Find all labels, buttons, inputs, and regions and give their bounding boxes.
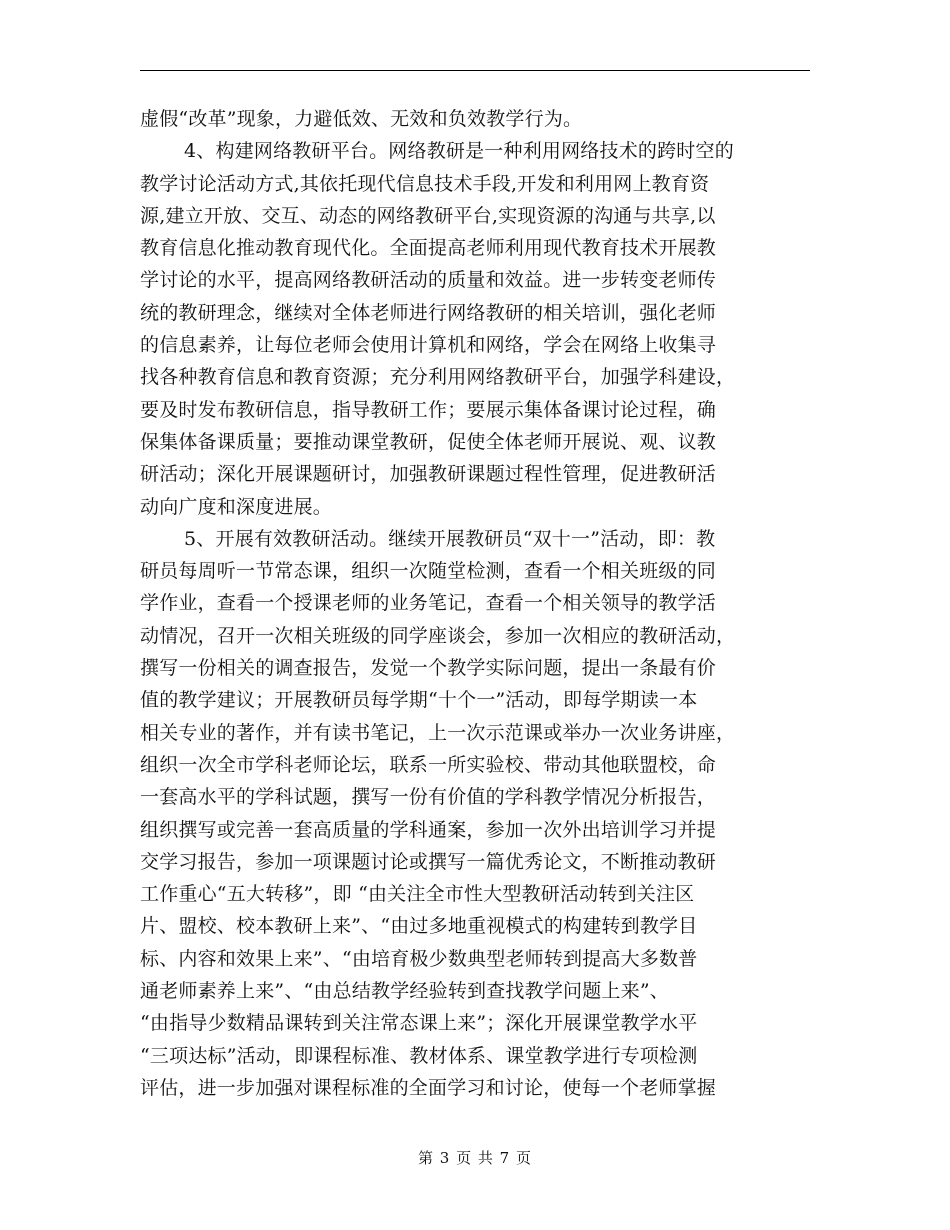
text-line: 值的教学建议；开展教研员每学期“十个一”活动，即每学期读一本 [140, 689, 698, 712]
text-line: 教育信息化推动教育现代化。全面提高老师利用现代教育技术开展教 [140, 237, 717, 260]
page-footer: 第 3 页 共 7 页 [418, 1149, 532, 1167]
body-text [140, 103, 812, 1104]
text-line: 动向广度和深度进展。 [140, 495, 333, 518]
text-line: 研员每周听一节常态课，组织一次随堂检测，查看一个相关班级的同 [140, 560, 717, 583]
text-line: 教学讨论活动方式,其依托现代信息技术手段,开发和利用网上教育资 [140, 172, 710, 195]
text-line: 保集体备课质量；要推动课堂教研，促使全体老师开展说、观、议教 [140, 430, 717, 453]
text-line: 要及时发布教研信息，指导教研工作；要展示集体备课讨论过程，确 [140, 398, 717, 421]
text-line: 相关专业的著作，并有读书笔记，上一次示范课或举办一次业务讲座， [140, 721, 736, 744]
text-line: “三项达标”活动，即课程标准、教材体系、课堂教学进行专项检测 [140, 1044, 698, 1067]
text-line: 工作重心“五大转移”，即 “由关注全市性大型教研活动转到关注区 [140, 883, 695, 906]
text-line: 标、内容和效果上来”、“由培育极少数典型老师转到提高大多数普 [140, 947, 698, 970]
text-line: 撰写一份相关的调查报告，发觉一个教学实际问题，提出一条最有价 [140, 657, 717, 680]
text-line: 动情况，召开一次相关班级的同学座谈会，参加一次相应的教研活动， [140, 624, 736, 647]
text-line: 学作业，查看一个授课老师的业务笔记，查看一个相关领导的教学活 [140, 592, 717, 615]
text-line: 评估，进一步加强对课程标准的全面学习和讨论，使每一个老师掌握 [140, 1076, 717, 1099]
text-line: 交学习报告，参加一项课题讨论或撰写一篇优秀论文，不断推动教研 [140, 850, 717, 873]
text-line: 研活动；深化开展课题研讨，加强教研课题过程性管理，促进教研活 [140, 463, 717, 486]
text-line: 组织撰写或完善一套高质量的学科通案，参加一次外出培训学习并提 [140, 818, 717, 841]
text-line: 找各种教育信息和教育资源；充分利用网络教研平台，加强学科建设， [140, 366, 736, 389]
text-line: 学讨论的水平，提高网络教研活动的质量和效益。进一步转变老师传 [140, 269, 717, 292]
text-line: 的信息素养，让每位老师会使用计算机和网络，学会在网络上收集寻 [140, 334, 717, 357]
text-line: 一套高水平的学科试题，撰写一份有价值的学科教学情况分析报告， [140, 786, 717, 809]
text-line: 源,建立开放、交互、动态的网络教研平台,实现资源的沟通与共享,以 [140, 204, 716, 227]
header-rule [140, 70, 810, 71]
text-line: “由指导少数精品课转到关注常态课上来”；深化开展课堂教学水平 [140, 1012, 698, 1035]
text-line: 统的教研理念，继续对全体老师进行网络教研的相关培训，强化老师 [140, 301, 717, 324]
text-line: 组织一次全市学科老师论坛，联系一所实验校、带动其他联盟校，命 [140, 753, 717, 776]
paragraph-4-first-line: 4、构建网络教研平台。网络教研是一种利用网络技术的跨时空的 [184, 140, 734, 163]
text-line: 虚假“改革”现象，力避低效、无效和负效教学行为。 [140, 108, 583, 130]
text-line: 片、盟校、校本教研上来”、“由过多地重视模式的构建转到教学目 [140, 915, 698, 938]
text-line: 通老师素养上来”、“由总结教学经验转到查找教学问题上来”、 [140, 980, 669, 1003]
paragraph-5-first-line: 5、开展有效教研活动。继续开展教研员“双十一”活动，即：教 [184, 527, 716, 550]
